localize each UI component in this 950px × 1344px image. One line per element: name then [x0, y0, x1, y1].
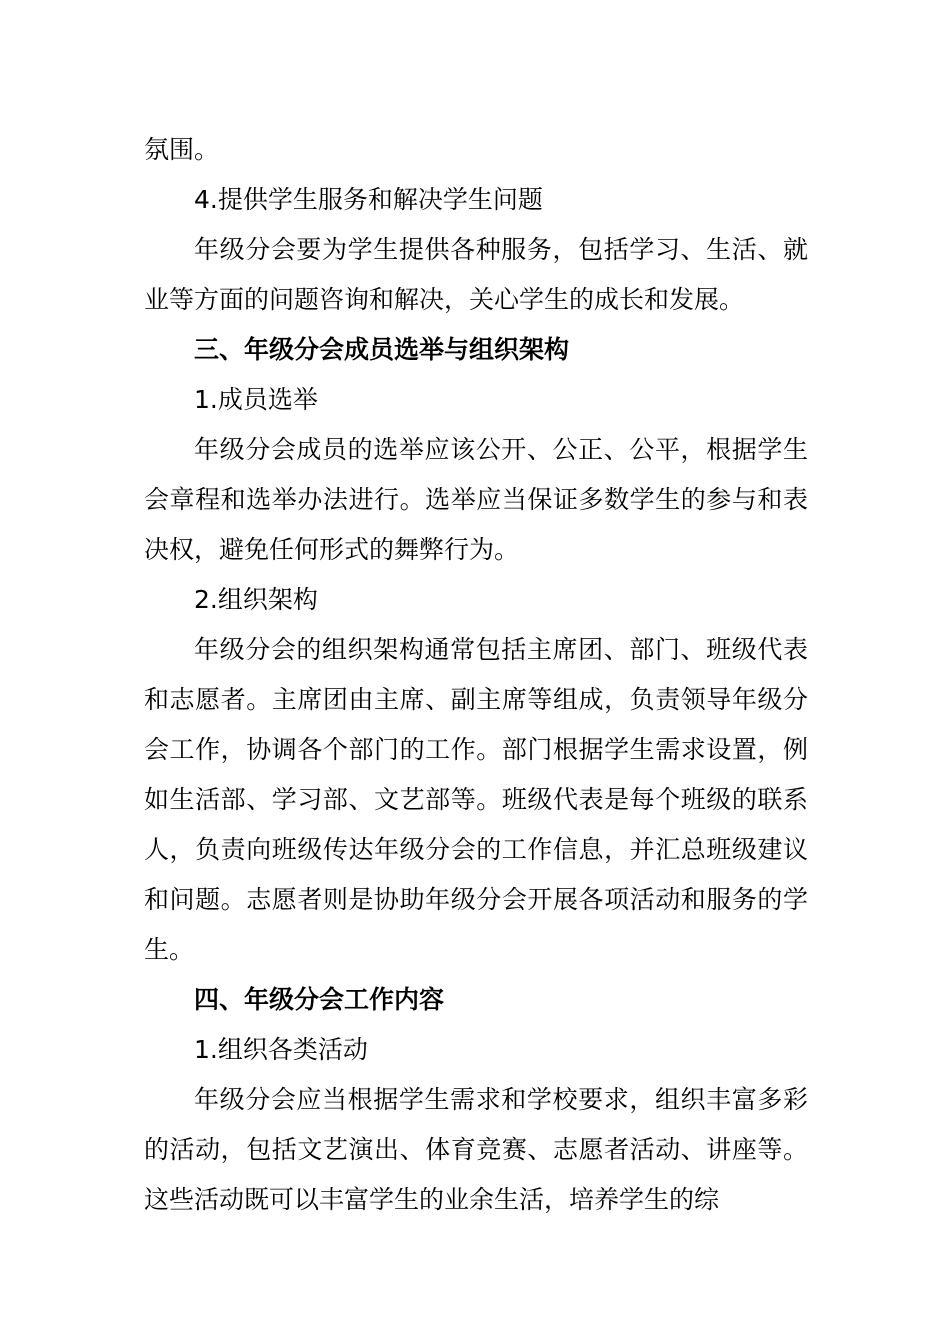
subheading-member-election: 1.成员选举 [194, 385, 318, 414]
paragraph-student-services: 年级分会要为学生提供各种服务，包括学习、生活、就业等方面的问题咨询和解决，关心学生的成长和发展。 [144, 235, 808, 314]
section-heading-work-content: 四、年级分会工作内容 [194, 985, 445, 1014]
subheading-organization-structure: 2.组织架构 [194, 585, 318, 614]
paragraph-continuation: 氛围。 [144, 135, 220, 164]
paragraph-member-election: 年级分会成员的选举应该公开、公正、公平，根据学生会章程和选举办法进行。选举应当保证多数学生的参与和表决权，避免任何形式的舞弊行为。 [144, 435, 808, 564]
document-body [144, 125, 808, 1225]
section-heading-election-structure: 三、年级分会成员选举与组织架构 [194, 335, 570, 364]
paragraph-organize-activities: 年级分会应当根据学生需求和学校要求，组织丰富多彩的活动，包括文艺演出、体育竞赛、志愿者活动、讲座等。这些活动既可以丰富学生的业余生活，培养学生的综 [144, 1085, 808, 1214]
subheading-student-services: 4.提供学生服务和解决学生问题 [194, 185, 543, 214]
subheading-organize-activities: 1.组织各类活动 [194, 1035, 368, 1064]
paragraph-organization-structure: 年级分会的组织架构通常包括主席团、部门、班级代表和志愿者。主席团由主席、副主席等组成，负责领导年级分会工作，协调各个部门的工作。部门根据学生需求设置，例如生活部、学习部、文艺部等。班级代表是每个班级的联系人，负责向班级传达年级分会的工作信息，并汇总班级建议和问题。志愿者则是协助年级分会开展各项活动和服务的学生。 [144, 635, 808, 964]
